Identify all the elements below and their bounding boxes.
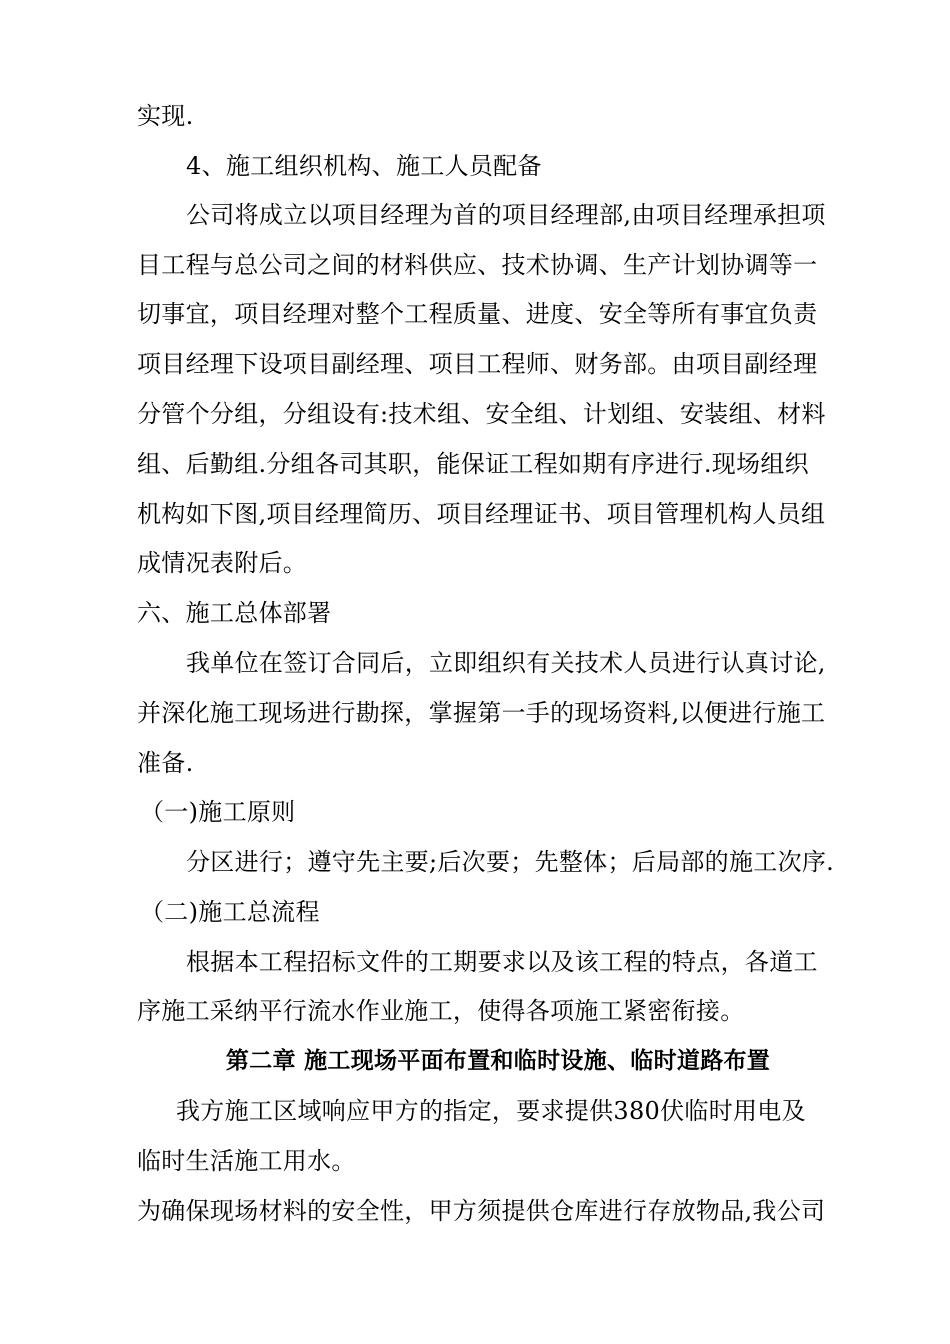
text-line: 成情况表附后。 xyxy=(137,549,308,577)
text-line: 分管个分组，分组设有:技术组、安全组、计划组、安装组、材料 xyxy=(137,400,826,428)
text-line: 根据本工程招标文件的工期要求以及该工程的特点，各道工 xyxy=(186,948,818,976)
text-line: 公司将成立以项目经理为首的项目经理部,由项目经理承担项 xyxy=(186,201,826,229)
text-line: 我方施工区域响应甲方的指定，要求提供380伏临时用电及 xyxy=(176,1097,806,1125)
text-line: 实现. xyxy=(137,102,194,130)
text-line: 准备. xyxy=(137,749,194,777)
text-line: 机构如下图,项目经理简历、项目经理证书、项目管理机构人员组 xyxy=(137,500,826,528)
text-line: 目工程与总公司之间的材料供应、技术协调、生产计划协调等一 xyxy=(137,251,818,279)
subsection-heading: （二)施工总流程 xyxy=(140,898,320,926)
text-line: 切事宜，项目经理对整个工程质量、进度、安全等所有事宜负责 xyxy=(137,300,818,328)
section-heading: 六、施工总体部署 xyxy=(137,599,332,627)
text-line: 组、后勤组.分组各司其职，能保证工程如期有序进行.现场组织 xyxy=(137,450,809,478)
text-line: 我单位在签订合同后，立即组织有关技术人员进行认真讨论, xyxy=(186,649,826,677)
text-line: 项目经理下设项目副经理、项目工程师、财务部。由项目副经理 xyxy=(137,350,818,378)
section-heading: 4、施工组织机构、施工人员配备 xyxy=(186,152,542,180)
text-line: 序施工采纳平行流水作业施工，使得各项施工紧密衔接。 xyxy=(137,997,745,1025)
text-line: 临时生活施工用水。 xyxy=(137,1147,356,1175)
text-line: 为确保现场材料的安全性，甲方须提供仓库进行存放物品,我公司 xyxy=(137,1197,826,1225)
text-line: 分区进行；遵守先主要;后次要；先整体；后局部的施工次序. xyxy=(186,848,835,876)
subsection-heading: （一)施工原则 xyxy=(140,798,296,826)
text-line: 并深化施工现场进行勘探，掌握第一手的现场资料,以便进行施工 xyxy=(137,699,826,727)
chapter-heading: 第二章 施工现场平面布置和临时设施、临时道路布置 xyxy=(225,1047,771,1074)
